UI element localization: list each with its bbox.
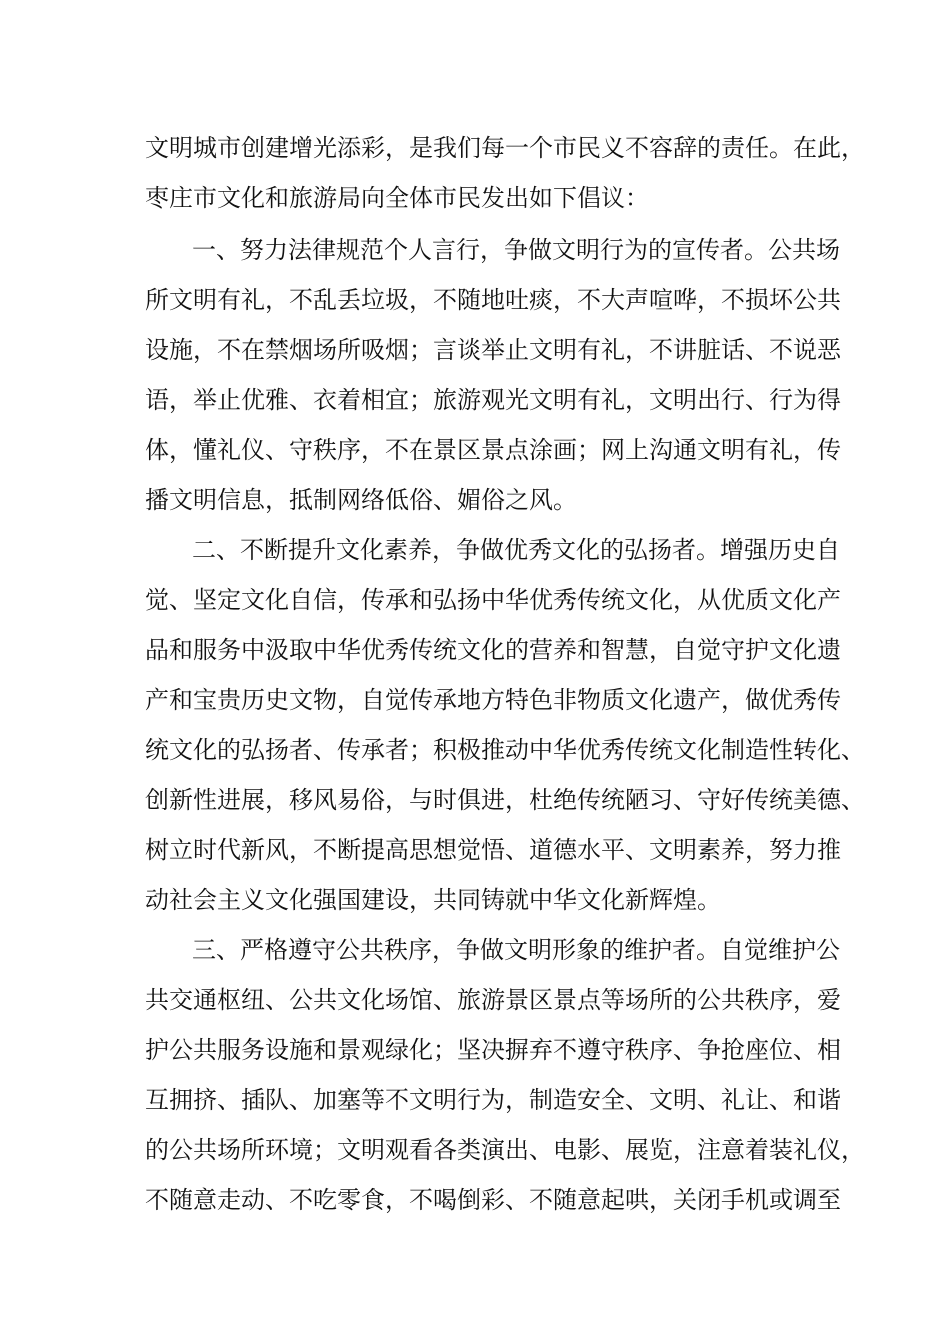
text-line: 护公共服务设施和景观绿化；坚决摒弃不遵守秩序、争抢座位、相: [145, 1036, 841, 1064]
text-line: 品和服务中汲取中华优秀传统文化的营养和智慧，自觉守护文化遗: [145, 636, 841, 664]
text-line: 统文化的弘扬者、传承者；积极推动中华优秀传统文化制造性转化、: [145, 736, 865, 764]
text-line: 产和宝贵历史文物，自觉传承地方特色非物质文化遗产，做优秀传: [145, 686, 841, 714]
text-line: 设施，不在禁烟场所吸烟；言谈举止文明有礼，不讲脏话、不说恶: [145, 336, 841, 364]
text-line: 共交通枢纽、公共文化场馆、旅游景区景点等场所的公共秩序，爱: [145, 986, 841, 1014]
text-line: 创新性进展，移风易俗，与时俱进，杜绝传统陋习、守好传统美德、: [145, 786, 865, 814]
text-line: 不随意走动、不吃零食，不喝倒彩、不随意起哄，关闭手机或调至: [145, 1186, 841, 1214]
text-line: 播文明信息，抵制网络低俗、媚俗之风。: [145, 486, 577, 514]
text-line: 的公共场所环境；文明观看各类演出、电影、展览，注意着装礼仪，: [145, 1136, 865, 1164]
paragraph-first-line: 三、严格遵守公共秩序，争做文明形象的维护者。自觉维护公: [192, 936, 840, 964]
text-line: 所文明有礼，不乱丢垃圾，不随地吐痰，不大声喧哗，不损坏公共: [145, 286, 841, 314]
text-line: 枣庄市文化和旅游局向全体市民发出如下倡议：: [145, 184, 649, 212]
text-line: 体，懂礼仪、守秩序，不在景区景点涂画；网上沟通文明有礼，传: [145, 436, 841, 464]
paragraph-first-line: 一、努力法律规范个人言行，争做文明行为的宣传者。公共场: [192, 236, 840, 264]
text-line: 动社会主义文化强国建设，共同铸就中华文化新辉煌。: [145, 886, 721, 914]
text-line: 语，举止优雅、衣着相宜；旅游观光文明有礼，文明出行、行为得: [145, 386, 841, 414]
paragraph-first-line: 二、不断提升文化素养，争做优秀文化的弘扬者。增强历史自: [192, 536, 840, 564]
text-line: 互拥挤、插队、加塞等不文明行为，制造安全、文明、礼让、和谐: [145, 1086, 841, 1114]
text-line: 觉、坚定文化自信，传承和弘扬中华优秀传统文化，从优质文化产: [145, 586, 841, 614]
text-line: 文明城市创建增光添彩，是我们每一个市民义不容辞的责任。在此，: [145, 134, 865, 162]
text-line: 树立时代新风，不断提高思想觉悟、道德水平、文明素养，努力推: [145, 836, 841, 864]
